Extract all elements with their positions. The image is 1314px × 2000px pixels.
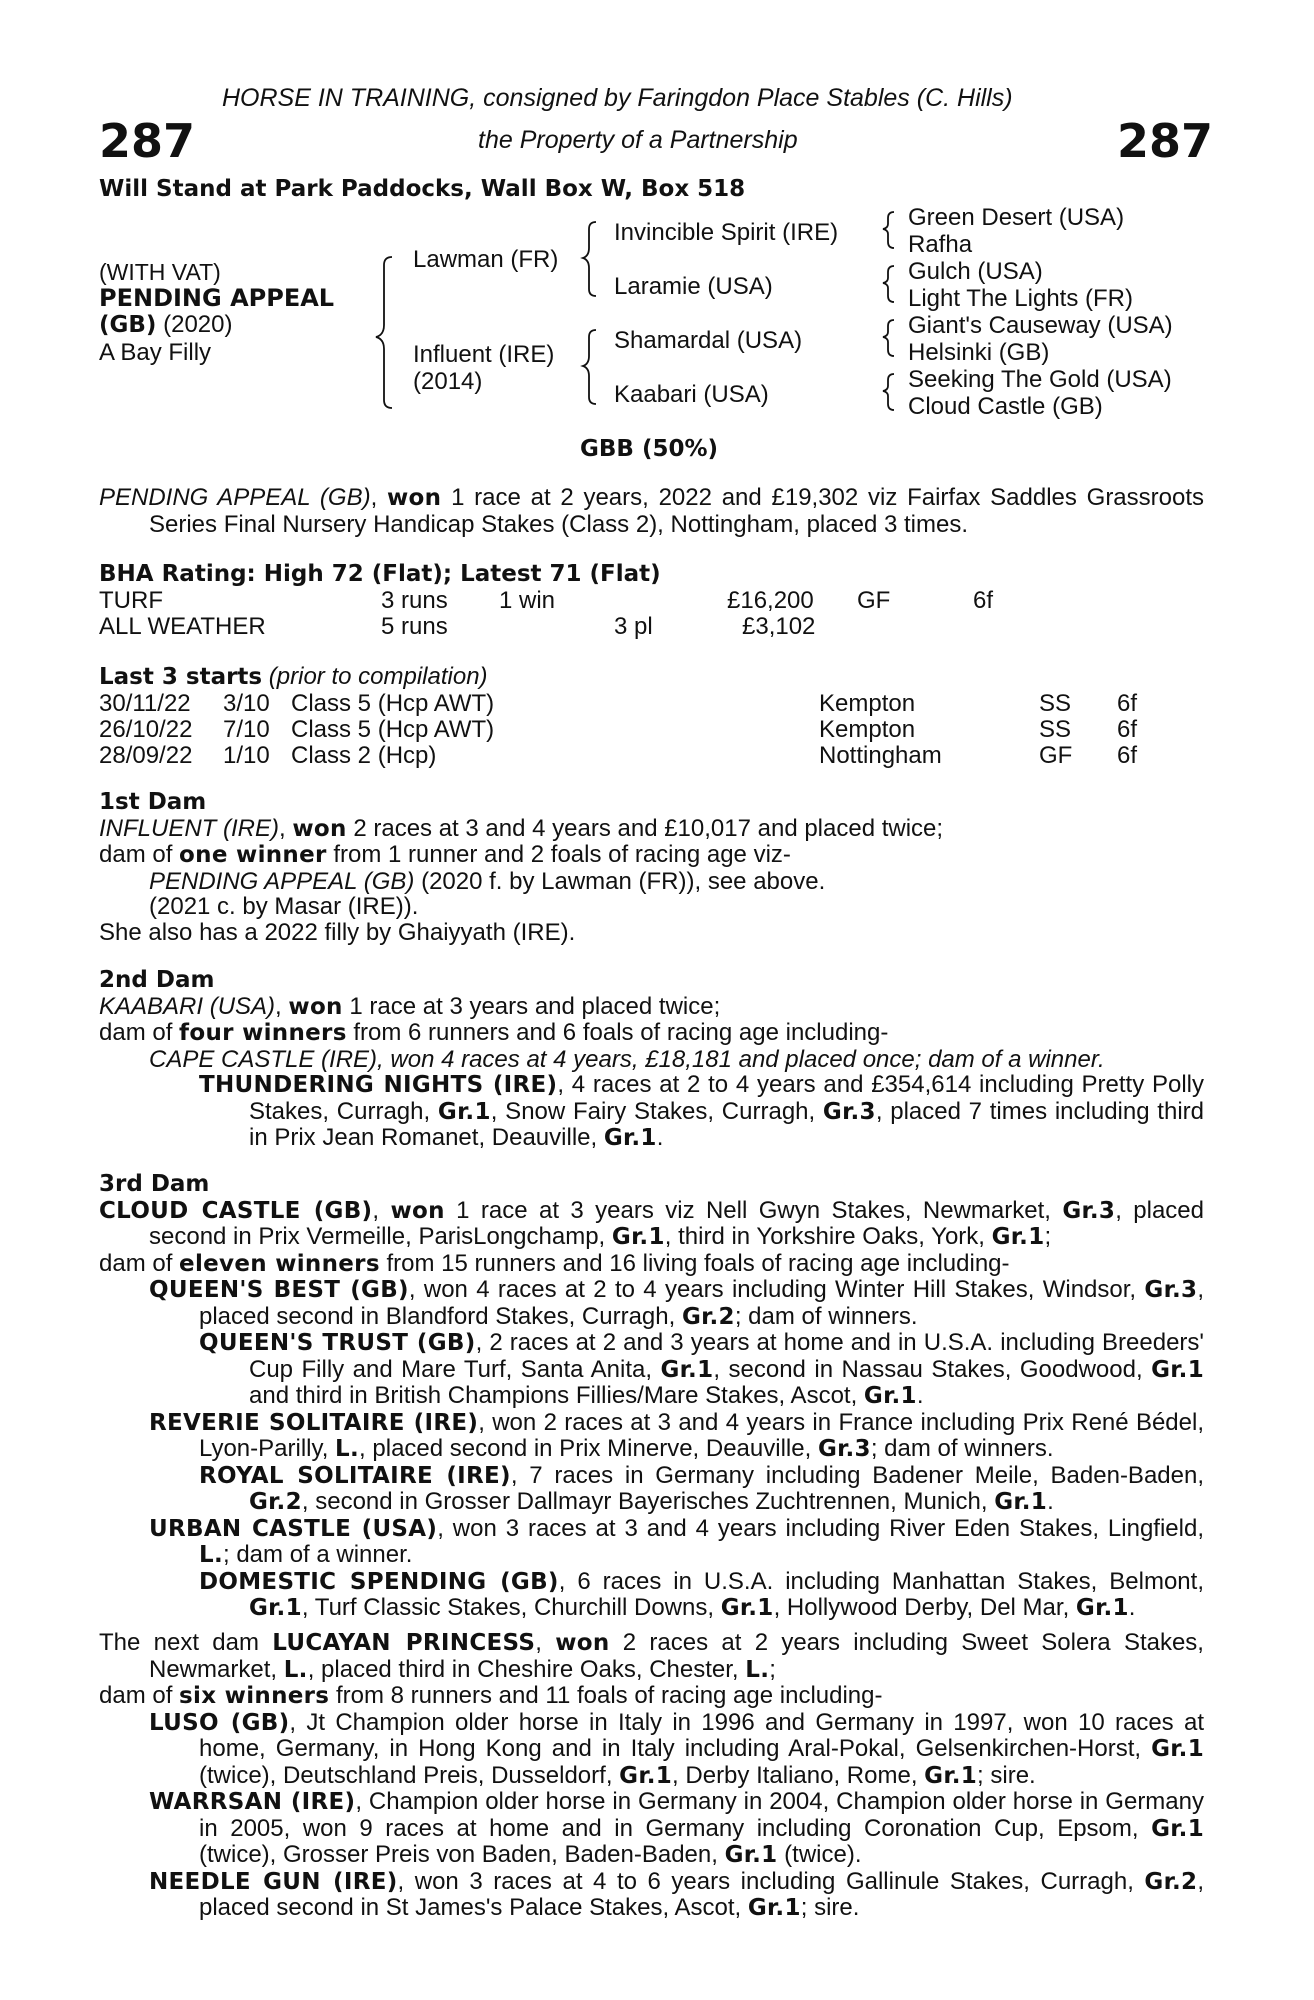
last-starts-table [99, 691, 1204, 769]
luso-name: LUSO (GB) [149, 1709, 290, 1736]
second-dam-record: KAABARI (USA), won 1 race at 3 years and placed twice; [99, 992, 721, 1020]
first-dam-name: INFLUENT (IRE) [99, 814, 279, 842]
nd-l1: L. [283, 1656, 308, 1683]
horse-description: A Bay Filly [99, 339, 212, 366]
next-dam-name: LUCAYAN PRINCESS [272, 1630, 536, 1656]
d3-t1: 1 race at 3 years viz Nell Gwyn Stakes, Newmarket, [444, 1196, 1063, 1224]
qb-b: , placed second in Blandford Stakes, Curragh, [199, 1276, 1204, 1330]
queens-best-name: QUEEN'S BEST (GB) [149, 1277, 409, 1303]
rs-a: , won 2 races at 3 and 4 years in France including Prix René Bédel, Lyon-Parilly, [199, 1408, 1204, 1462]
warrsan-entry [99, 1789, 1204, 1869]
vendor-line: the Property of a Partnership [478, 126, 798, 154]
tn-g1: Gr.1 [437, 1098, 491, 1125]
third-dam-section [99, 1172, 1204, 1622]
rating-row-turf-going: GF [857, 586, 891, 614]
lu-a: , Jt Champion older horse in Italy in 1996 and Germany in 1997, won 10 races at home, Germany, in Hong Kong and in Italy including Aral-Pokal, Gelsenkirchen-Horst, [199, 1708, 1204, 1762]
ry-a: , 7 races in Germany including Badener Meile, Baden-Baden, [510, 1461, 1204, 1489]
second-dam-heading: 2nd Dam [99, 967, 215, 993]
reverie-solitaire-entry [99, 1410, 1204, 1463]
start-going-3: GF [1039, 741, 1073, 769]
second-dam-runners: from 6 runners and 6 foals of racing age including- [346, 1019, 889, 1046]
royal-solitaire-entry [99, 1463, 1204, 1516]
uc-a: , won 3 races at 3 and 4 years including River Eden Stakes, Lingfield, [437, 1514, 1204, 1542]
dam-name: Influent (IRE) [413, 341, 555, 368]
qt-g3: Gr.1 [863, 1383, 917, 1409]
third-dam-winners: eleven winners [179, 1250, 380, 1277]
start-pos-1: 3/10 [223, 689, 270, 717]
qt-b: , second in Nassau Stakes, Goodwood, [713, 1355, 1152, 1383]
qb-a: , won 4 races at 2 to 4 years including Winter Hill Stakes, Windsor, [408, 1276, 1145, 1303]
ry-b: , second in Grosser Dallmayr Bayerisches Zuchtrennen, Munich, [301, 1488, 995, 1515]
uc-b: ; dam of a winner. [223, 1541, 413, 1568]
rating-row-turf-dist: 6f [973, 586, 994, 614]
royal-solitaire-name: ROYAL SOLITAIRE (IRE) [199, 1462, 511, 1489]
dam-foaled: (2014) [413, 368, 483, 395]
lu-b: (twice), Deutschland Preis, Dusseldorf, [199, 1761, 620, 1789]
ratings-heading: BHA Rating: High 72 (Flat); Latest 71 (Flat) [99, 561, 661, 587]
qt-c: and third in British Champions Fillies/Mare Stakes, Ascot, [249, 1382, 864, 1409]
start-date-3: 28/09/22 [99, 741, 193, 769]
ng-b: , placed second in St James's Palace Stakes, Ascot, [199, 1867, 1204, 1921]
last-starts-heading: Last 3 starts [99, 664, 263, 690]
nd-t1: 2 races at 2 years including Sweet Solera Stakes, Newmarket, [149, 1629, 1204, 1683]
tn-g3: Gr.1 [603, 1125, 657, 1151]
start-course-1: Kempton [819, 689, 916, 717]
last-starts-heading-line [99, 664, 1204, 691]
next-dam-produce [99, 1683, 1204, 1710]
start-pos-2: 7/10 [223, 715, 270, 743]
ds-a: , 6 races in U.S.A. including Manhattan Stakes, Belmont, [558, 1567, 1204, 1595]
second-dam-produce [99, 1020, 1204, 1047]
ng-g1: Gr.2 [1144, 1868, 1198, 1895]
bracket-dd [883, 374, 894, 410]
urban-castle-entry [99, 1516, 1204, 1569]
lot-number-right: 287 [1117, 114, 1214, 168]
first-dam-damof: dam of [99, 841, 180, 868]
rating-row-turf-wins: 1 win [499, 586, 556, 614]
start-race-2: Class 5 (Hcp AWT) [291, 715, 495, 743]
first-dam-foal-1 [99, 869, 1204, 895]
rating-row-turf-runs: 3 runs [381, 586, 448, 614]
gg-sdd: Light The Lights (FR) [908, 285, 1133, 312]
rs-g: Gr.3 [817, 1436, 871, 1462]
first-dam-won: won [292, 815, 347, 842]
start-dist-1: 6f [1117, 689, 1138, 717]
qt-g1: Gr.1 [660, 1356, 714, 1383]
third-dam-name: CLOUD CASTLE (GB) [99, 1197, 373, 1224]
lu-g1: Gr.1 [1151, 1736, 1204, 1762]
start-going-1: SS [1039, 689, 1072, 717]
first-dam-text: 2 races at 3 and 4 years and £10,017 and placed twice; [346, 814, 944, 842]
start-race-3: Class 2 (Hcp) [291, 741, 437, 769]
start-race-1: Class 5 (Hcp AWT) [291, 689, 495, 717]
urban-castle-name: URBAN CASTLE (USA) [149, 1515, 438, 1542]
first-dam-foal-2: (2021 c. by Masar (IRE)). [149, 893, 419, 920]
gg-sds: Gulch (USA) [908, 258, 1043, 285]
start-course-3: Nottingham [819, 741, 942, 769]
dam-sire: Shamardal (USA) [614, 327, 803, 354]
next-dam-winners: six winners [179, 1683, 330, 1709]
next-dam-record: The next dam LUCAYAN PRINCESS, won 2 races at 2 years including Sweet Solera Stakes, Newmarket, L., placed third in Cheshire Oaks, Chester, L.; [99, 1629, 1204, 1683]
gbb-rating: GBB (50%) [580, 436, 719, 462]
horse-year: (2020) [156, 311, 233, 338]
rating-row-turf-surface: TURF [99, 586, 163, 614]
sire-name: Lawman (FR) [413, 246, 559, 273]
stand-location: Will Stand at Park Paddocks, Wall Box W, Box 518 [99, 176, 746, 202]
warrsan-name: WARRSAN (IRE) [149, 1789, 356, 1815]
dam-dam: Kaabari (USA) [614, 381, 769, 408]
thundering-nights-name: THUNDERING NIGHTS (IRE) [199, 1072, 558, 1098]
gg-ddd: Cloud Castle (GB) [908, 393, 1103, 420]
wa-b: (twice), Grosser Preis von Baden, Baden-Baden, [199, 1841, 725, 1868]
ds-g2: Gr.1 [720, 1595, 774, 1621]
sire-dam: Laramie (USA) [614, 273, 773, 300]
next-dam-won: won [555, 1630, 610, 1656]
summary-paragraph: PENDING APPEAL (GB), won 1 race at 2 years, 2022 and £19,302 viz Fairfax Saddles Grassroots Series Final Nursery Handicap Stakes (Class 2), Nottingham, placed 3 times. [99, 484, 1205, 538]
race-summary [99, 485, 1204, 537]
first-dam-winners: one winner [179, 842, 327, 868]
gg-dds: Seeking The Gold (USA) [908, 366, 1172, 393]
nd-t3: ; [769, 1655, 776, 1683]
d3-g3: Gr.1 [991, 1224, 1045, 1250]
domestic-spending-entry [99, 1569, 1204, 1622]
third-dam-won: won [390, 1197, 445, 1224]
rating-row-aw-runs: 5 runs [381, 612, 448, 640]
d3-t3: , third in Yorkshire Oaks, York, [664, 1223, 992, 1250]
summary-text: 1 race at 2 years, 2022 and £19,302 viz Fairfax Saddles Grassroots Series Final Nursery Handicap Stakes (Class 2), Nottingham, placed 3 times. [149, 484, 1205, 538]
consignor-line: HORSE IN TRAINING, consigned by Faringdon Place Stables (C. Hills) [222, 84, 1013, 112]
sire-bracket [583, 222, 596, 296]
d3-t4: ; [1044, 1223, 1052, 1250]
foal-1-name: PENDING APPEAL (GB) [149, 867, 415, 895]
second-dam-name: KAABARI (USA) [99, 992, 276, 1020]
lu-d: ; sire. [977, 1761, 1036, 1789]
ds-b: , Turf Classic Stakes, Churchill Downs, [301, 1594, 721, 1621]
lu-g3: Gr.1 [924, 1762, 978, 1789]
reverie-solitaire-name: REVERIE SOLITAIRE (IRE) [149, 1409, 479, 1436]
second-dam-won: won [288, 993, 343, 1020]
tn-g2: Gr.3 [822, 1098, 876, 1125]
rating-row-turf-prize: £16,200 [727, 586, 814, 614]
lu-c: , Derby Italiano, Rome, [672, 1761, 925, 1789]
qb-c: ; dam of winners. [734, 1302, 918, 1330]
next-dam-lead: The next dam [99, 1629, 273, 1656]
domestic-spending-name: DOMESTIC SPENDING (GB) [199, 1568, 559, 1595]
rating-row-aw-surface: ALL WEATHER [99, 612, 266, 640]
main-bracket [376, 257, 392, 408]
ng-c: ; sire. [800, 1894, 860, 1921]
third-dam-runners: from 15 runners and 16 living foals of racing age including- [379, 1249, 1010, 1277]
wa-c: (twice). [777, 1841, 862, 1868]
rating-row-aw-prize: £3,102 [742, 612, 816, 640]
second-dam-text: 1 race at 3 years and placed twice; [342, 992, 721, 1020]
ds-g3: Gr.1 [1075, 1595, 1129, 1621]
wa-a: , Champion older horse in Germany in 2004, Champion older horse in Germany in 2005, won 9 races at home and in Germany including Coronation Cup, Epsom, [199, 1788, 1204, 1842]
first-dam-heading: 1st Dam [99, 789, 207, 815]
start-going-2: SS [1039, 715, 1072, 743]
ry-c: . [1047, 1488, 1054, 1515]
next-dam-section [99, 1630, 1204, 1922]
needle-gun-name: NEEDLE GUN (IRE) [149, 1868, 398, 1895]
qb-g1: Gr.3 [1144, 1277, 1198, 1303]
start-dist-3: 6f [1117, 741, 1138, 769]
tn-a: , 4 races at 2 to 4 years and £354,614 including Pretty Polly Stakes, Curragh, [249, 1071, 1204, 1125]
wa-g1: Gr.1 [1151, 1815, 1204, 1842]
foal-1-text: (2020 f. by Lawman (FR)), see above. [414, 867, 826, 895]
start-pos-3: 1/10 [223, 741, 270, 769]
rating-row-aw-placed: 3 pl [614, 612, 653, 640]
bracket-sd [883, 266, 894, 302]
third-dam-record: CLOUD CASTLE (GB), won 1 race at 3 years viz Nell Gwyn Stakes, Newmarket, Gr.3, placed second in Prix Vermeille, ParisLongchamp, Gr.1, third in Yorkshire Oaks, York, Gr.1; [99, 1196, 1205, 1250]
last-starts-section [99, 664, 1204, 769]
d3-g1: Gr.3 [1062, 1197, 1116, 1224]
first-dam-also: She also has a 2022 filly by Ghaiyyath (IRE). [99, 918, 576, 946]
start-date-2: 26/10/22 [99, 715, 193, 743]
start-dist-2: 6f [1117, 715, 1138, 743]
qt-a: , 2 races at 2 and 3 years at home and in U.S.A. including Breeders' Cup Filly and Mare Turf, Santa Anita, [249, 1329, 1204, 1383]
wa-g2: Gr.1 [724, 1842, 778, 1868]
second-dam-damof: dam of [99, 1019, 180, 1046]
qb-g2: Gr.2 [681, 1303, 735, 1330]
first-dam-runners: from 1 runner and 2 foals of racing age viz- [326, 841, 791, 868]
first-dam-produce [99, 842, 1204, 869]
tn-d: . [656, 1124, 664, 1151]
first-dam-record: INFLUENT (IRE), won 2 races at 3 and 4 years and £10,017 and placed twice; [99, 814, 944, 842]
uc-l: L. [199, 1542, 223, 1568]
gg-dsd: Helsinki (GB) [908, 339, 1050, 366]
gg-dss: Giant's Causeway (USA) [908, 312, 1173, 339]
ng-g2: Gr.1 [747, 1895, 801, 1921]
rs-c: ; dam of winners. [870, 1435, 1054, 1462]
sire-sire: Invincible Spirit (IRE) [614, 219, 839, 246]
d3-g2: Gr.1 [611, 1224, 665, 1250]
cape-castle-entry: CAPE CASTLE (IRE), won 4 races at 4 years, £18,181 and placed once; dam of a winner. [149, 1045, 1105, 1073]
ng-a: , won 3 races at 4 to 6 years including Gallinule Stakes, Curragh, [397, 1867, 1145, 1895]
last-starts-note: (prior to compilation) [262, 663, 488, 690]
tn-b: , Snow Fairy Stakes, Curragh, [490, 1097, 823, 1125]
luso-entry [99, 1710, 1204, 1790]
next-dam-runners: from 8 runners and 11 foals of racing age including- [329, 1682, 883, 1709]
ry-g1: Gr.2 [249, 1489, 302, 1515]
start-course-2: Kempton [819, 715, 916, 743]
horse-origin: (GB) [99, 312, 157, 338]
third-dam-produce [99, 1251, 1204, 1278]
qt-g2: Gr.1 [1151, 1356, 1204, 1383]
horse-name: PENDING APPEAL [99, 284, 335, 312]
tn-c: , placed 7 times including third in Prix Jean Romanet, Deauville, [249, 1097, 1204, 1151]
bracket-ss [883, 212, 894, 248]
d3-t2: , placed second in Prix Vermeille, ParisLongchamp, [149, 1196, 1205, 1250]
rs-l: L. [335, 1436, 360, 1462]
summary-horse: PENDING APPEAL (GB) [99, 484, 371, 511]
needle-gun-entry [99, 1869, 1204, 1922]
start-date-1: 30/11/22 [99, 689, 191, 717]
bracket-ds [883, 320, 894, 356]
third-dam-heading: 3rd Dam [99, 1171, 210, 1197]
first-dam-section [99, 790, 1204, 945]
queens-trust-name: QUEEN'S TRUST (GB) [199, 1330, 476, 1356]
nd-l2: L. [745, 1656, 770, 1683]
dam-bracket [583, 330, 596, 404]
ds-c: , Hollywood Derby, Del Mar, [773, 1594, 1076, 1621]
thundering-nights-entry [99, 1072, 1204, 1152]
second-dam-section [99, 968, 1204, 1152]
summary-won: won [387, 485, 442, 511]
ds-d: . [1128, 1594, 1136, 1621]
second-dam-winners: four winners [179, 1020, 347, 1046]
rs-b: , placed second in Prix Minerve, Deauville, [359, 1435, 818, 1462]
queens-trust-entry [99, 1330, 1204, 1410]
nd-t2: , placed third in Cheshire Oaks, Chester, [307, 1655, 746, 1683]
queens-best-entry [99, 1277, 1204, 1330]
qt-d: . [916, 1382, 924, 1409]
lot-number-left: 287 [99, 114, 196, 168]
lu-g2: Gr.1 [619, 1762, 673, 1789]
ratings-section [99, 562, 1204, 640]
next-dam-damof: dam of [99, 1682, 180, 1709]
ry-g2: Gr.1 [994, 1489, 1048, 1515]
ds-g1: Gr.1 [249, 1595, 302, 1621]
vat-note: (WITH VAT) [99, 259, 221, 285]
ratings-table [99, 588, 1204, 640]
gg-sss: Green Desert (USA) [908, 204, 1125, 231]
third-dam-damof: dam of [99, 1249, 180, 1277]
gg-ssd: Rafha [908, 231, 973, 258]
